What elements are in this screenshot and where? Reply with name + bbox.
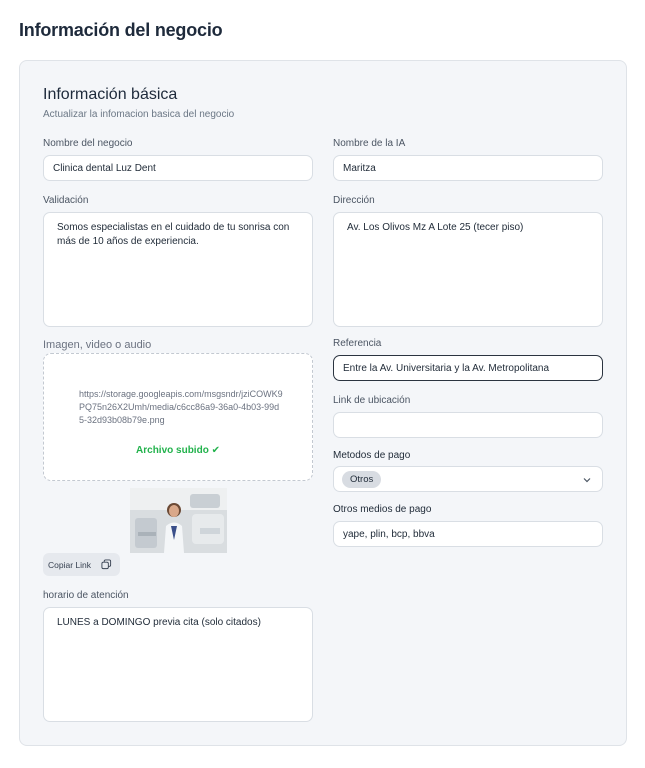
copy-link-button[interactable] (43, 553, 120, 576)
address-label: Dirección (333, 195, 375, 206)
ai-name-input[interactable]: Maritza (333, 155, 603, 181)
location-link-label: Link de ubicación (333, 395, 411, 406)
business-name-label: Nombre del negocio (43, 138, 133, 149)
copy-icon (101, 559, 112, 570)
other-payments-label: Otros medios de pago (333, 504, 432, 515)
media-label: Imagen, video o audio (43, 339, 152, 351)
section-title: Información básica (43, 86, 178, 103)
address-textarea[interactable]: Av. Los Olivos Mz A Lote 25 (tecer piso) (333, 212, 603, 327)
media-upload-dropzone[interactable] (43, 353, 313, 481)
validation-label: Validación (43, 195, 89, 206)
page-title: Información del negocio (19, 20, 223, 40)
chevron-down-icon[interactable] (582, 475, 592, 485)
upload-status: Archivo subido ✔ (136, 445, 220, 456)
payment-methods-select[interactable] (333, 466, 603, 492)
payment-methods-label: Metodos de pago (333, 450, 411, 461)
location-link-input[interactable] (333, 412, 603, 438)
schedule-textarea[interactable]: LUNES a DOMINGO previa cita (solo citados) (43, 607, 313, 722)
reference-input[interactable]: Entre la Av. Universitaria y la Av. Metropolitana (333, 355, 603, 381)
section-subtitle: Actualizar la infomacion basica del negocio (43, 109, 235, 120)
business-name-input[interactable]: Clinica dental Luz Dent (43, 155, 313, 181)
dentist-photo (130, 488, 227, 553)
reference-label: Referencia (333, 338, 382, 349)
uploaded-file-url: https://storage.googleapis.com/msgsndr/jziCOWK9PQ75n26X2Umh/media/c6cc86a9-36a0-4b03-99d5-32d93b08b79e.png (79, 389, 283, 425)
copy-link-label: Copiar Link (48, 559, 91, 570)
validation-textarea[interactable]: Somos especialistas en el cuidado de tu sonrisa con más de 10 años de experiencia. (43, 212, 313, 327)
other-payments-input[interactable]: yape, plin, bcp, bbva (333, 521, 603, 547)
uploaded-image-thumbnail (130, 488, 227, 553)
payment-method-chip[interactable]: Otros (342, 471, 381, 488)
schedule-label: horario de atención (43, 590, 129, 601)
ai-name-label: Nombre de la IA (333, 138, 406, 149)
